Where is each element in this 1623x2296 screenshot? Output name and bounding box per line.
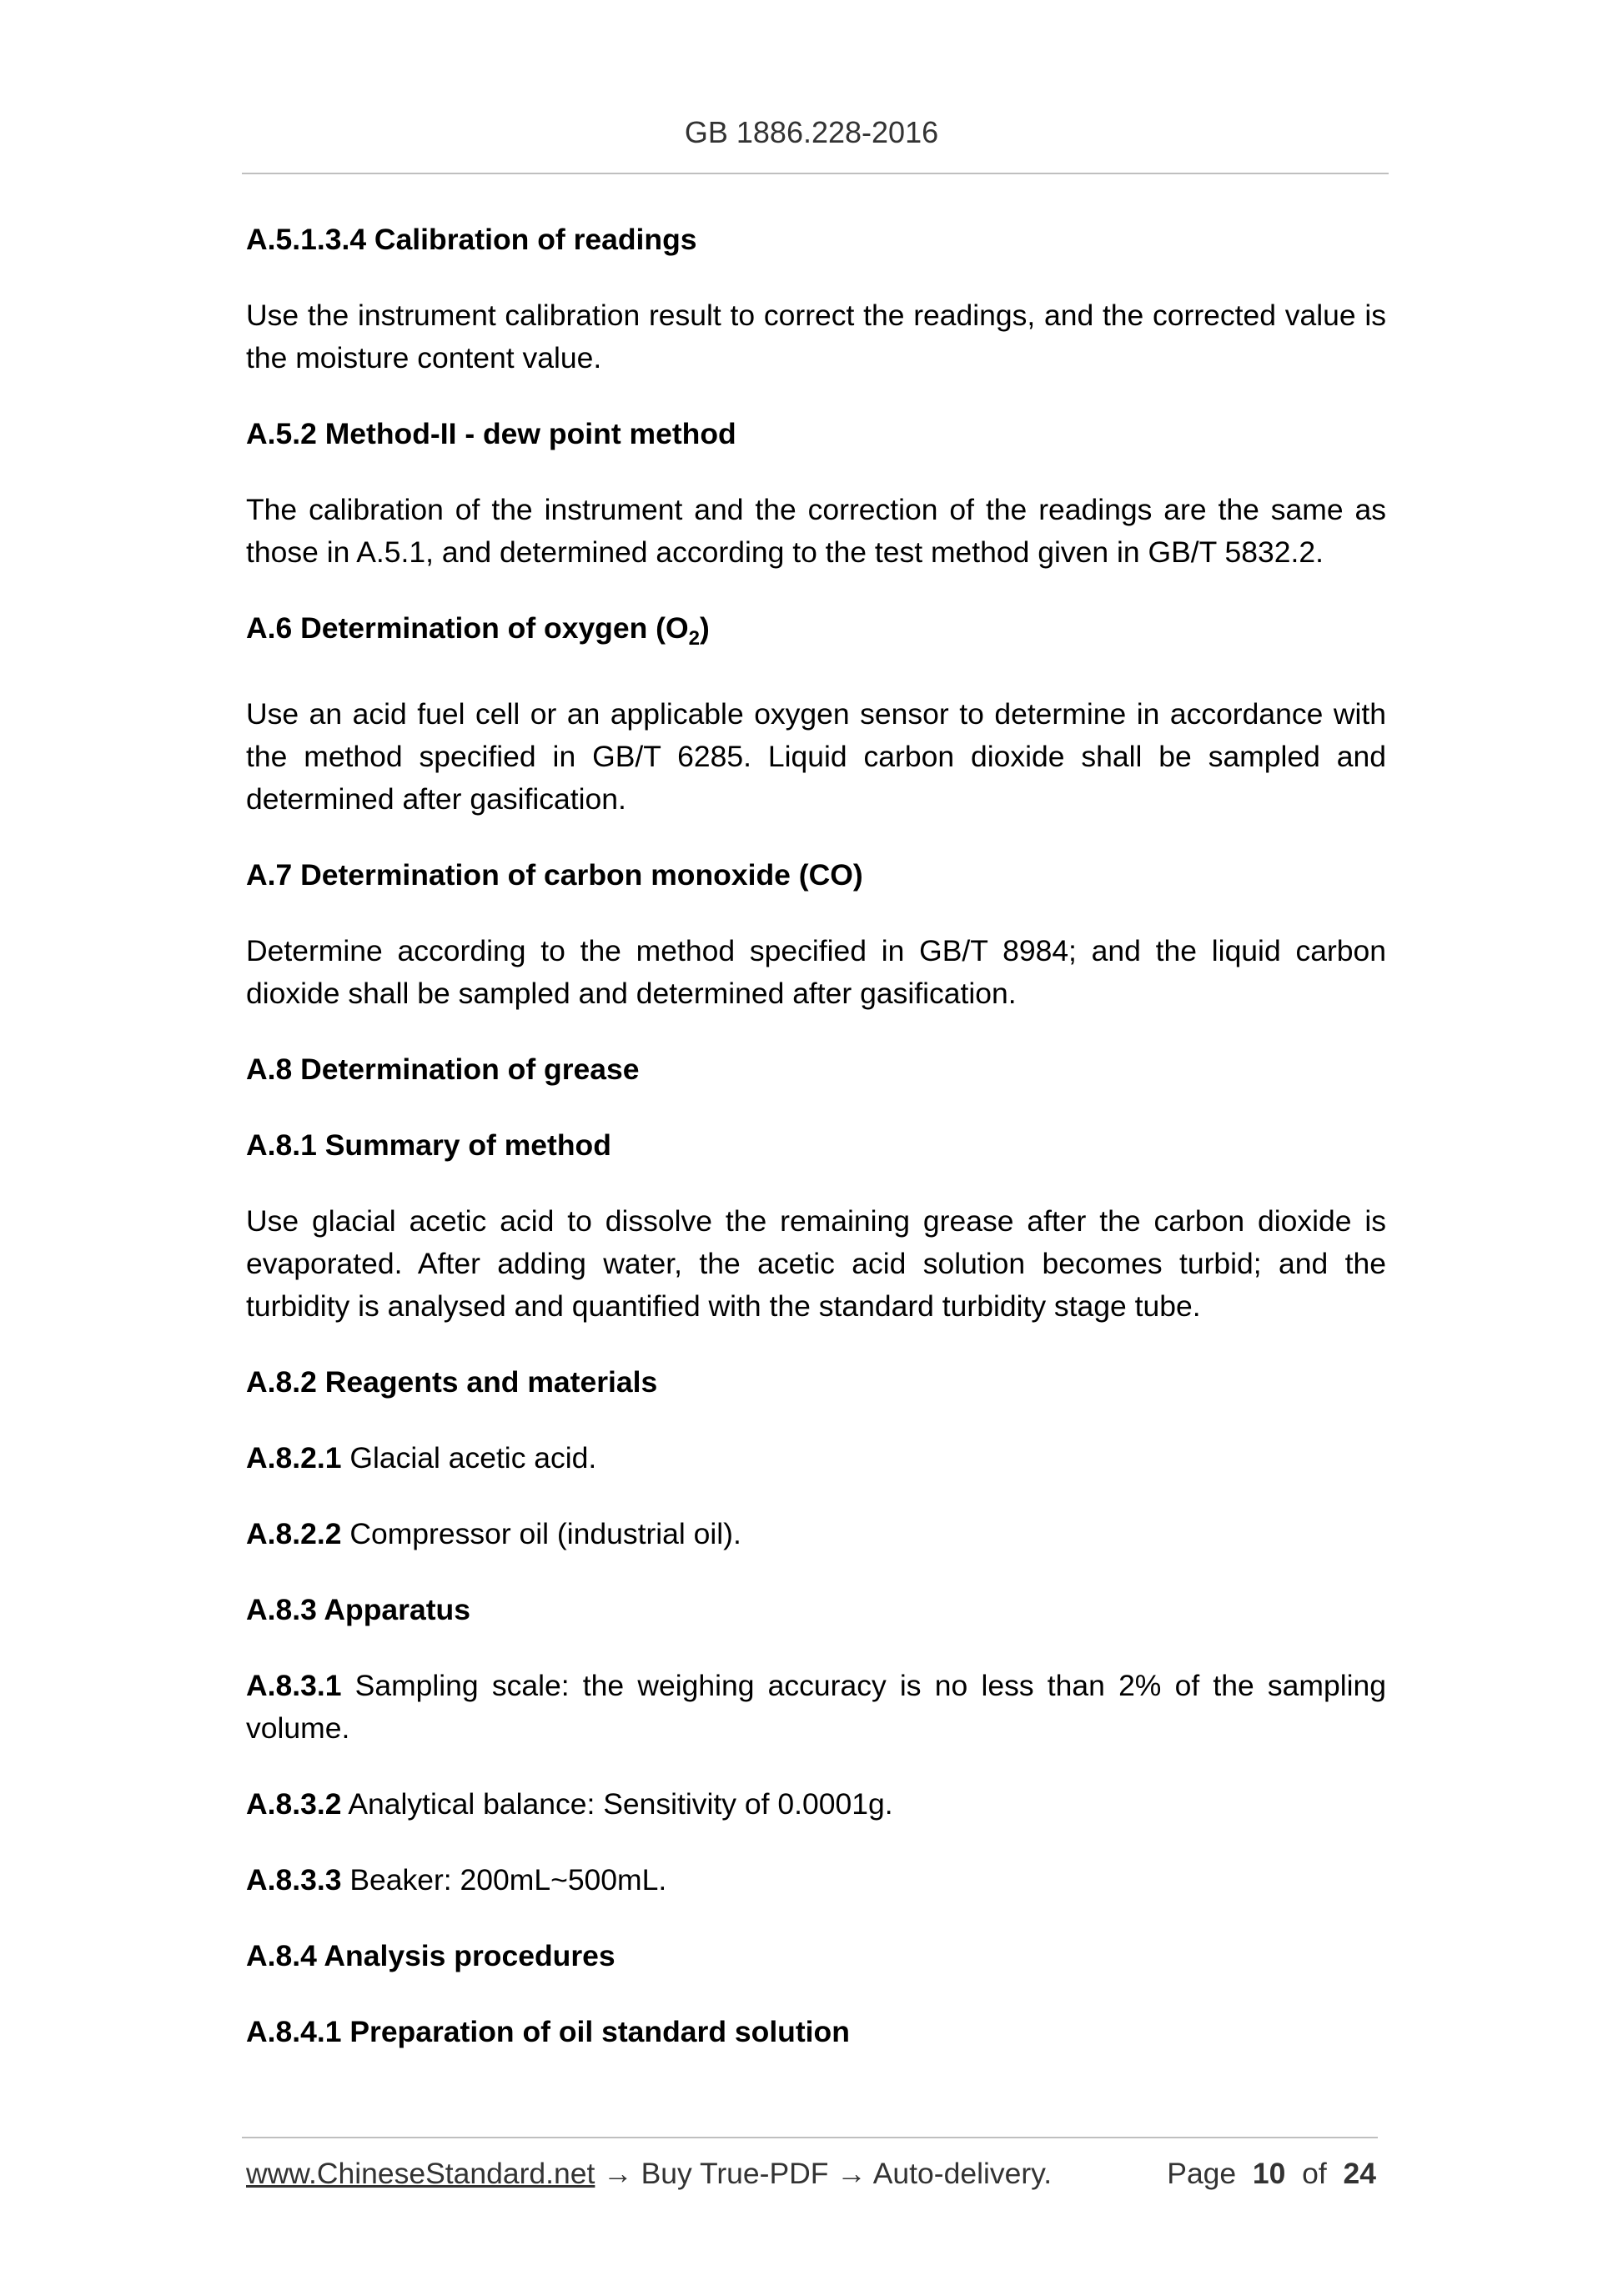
section-heading-a7: A.7 Determination of carbon monoxide (CO) [246,858,863,892]
section-text-a5134: Use the instrument calibration result to correct the readings, and the corrected value is the moisture content value. [246,299,1386,374]
page-total: 24 [1343,2157,1376,2190]
section-heading-a8: A.8 Determination of grease [246,1053,640,1087]
section-heading-a841: A.8.4.1 Preparation of oil standard solution [246,2015,850,2049]
list-item-a821 [246,1437,1386,1480]
page-header: GB 1886.228-2016 [684,115,939,149]
section-text-a6: Use an acid fuel cell or an applicable oxygen sensor to determine in accordance with the method specified in GB/T 6285. Liquid carbon dioxide shall be sampled and determined after gasification. [246,697,1386,816]
page-footer [246,2157,1376,2200]
list-item-a832 [246,1783,1386,1826]
heading-a6-suffix: ) [699,611,710,645]
footer-divider [242,2137,1378,2138]
footer-tagline: → Buy True-PDF → Auto-delivery. [595,2157,1053,2190]
section-text-a81: Use glacial acetic acid to dissolve the remaining grease after the carbon dioxide is evaporated. After adding water, the acetic acid solution becomes turbid; and the turbidity is analysed and quantified with the standard turbidity stage tube. [246,1204,1386,1324]
item-text: Compressor oil (industrial oil). [341,1517,741,1551]
section-heading-a5134: A.5.1.3.4 Calibration of readings [246,223,697,256]
list-item-a822 [246,1513,1386,1555]
page-indicator [1167,2157,1376,2191]
page-number: 10 [1252,2157,1286,2190]
section-text-a52: The calibration of the instrument and the correction of the readings are the same as those in A.5.1, and determined according to the test method given in GB/T 5832.2. [246,493,1386,569]
list-item-a833 [246,1859,1386,1902]
section-heading-a83: A.8.3 Apparatus [246,1593,470,1627]
of-label: of [1302,2157,1327,2190]
header-divider [242,173,1389,174]
item-number: A.8.3.2 [246,1787,342,1821]
item-number: A.8.3.3 [246,1863,342,1897]
section-heading-a81: A.8.1 Summary of method [246,1128,611,1163]
section-heading-a84: A.8.4 Analysis procedures [246,1939,616,1973]
page-content [246,219,1386,2087]
website-link[interactable]: www.ChineseStandard.net [246,2157,595,2190]
item-text: Analytical balance: Sensitivity of 0.0001g. [341,1787,893,1821]
item-text: Glacial acetic acid. [341,1441,597,1475]
page-label: Page [1167,2157,1237,2190]
section-heading-a82: A.8.2 Reagents and materials [246,1365,658,1399]
section-heading-a6 [246,607,1386,660]
section-text-a7: Determine according to the method specified in GB/T 8984; and the liquid carbon dioxide shall be sampled and determined after gasification. [246,934,1386,1011]
footer-left [246,2157,1052,2191]
section-heading-a52: A.5.2 Method-II - dew point method [246,417,736,450]
item-number: A.8.2.2 [246,1517,342,1551]
item-text: Sampling scale: the weighing accuracy is no less than 2% of the sampling volume. [246,1669,1386,1746]
item-number: A.8.2.1 [246,1441,342,1475]
item-text: Beaker: 200mL~500mL. [341,1863,667,1897]
list-item-a831 [246,1665,1386,1750]
heading-a6-subscript: 2 [688,627,700,651]
item-number: A.8.3.1 [246,1669,342,1703]
heading-a6-prefix: A.6 Determination of oxygen (O [246,611,689,645]
